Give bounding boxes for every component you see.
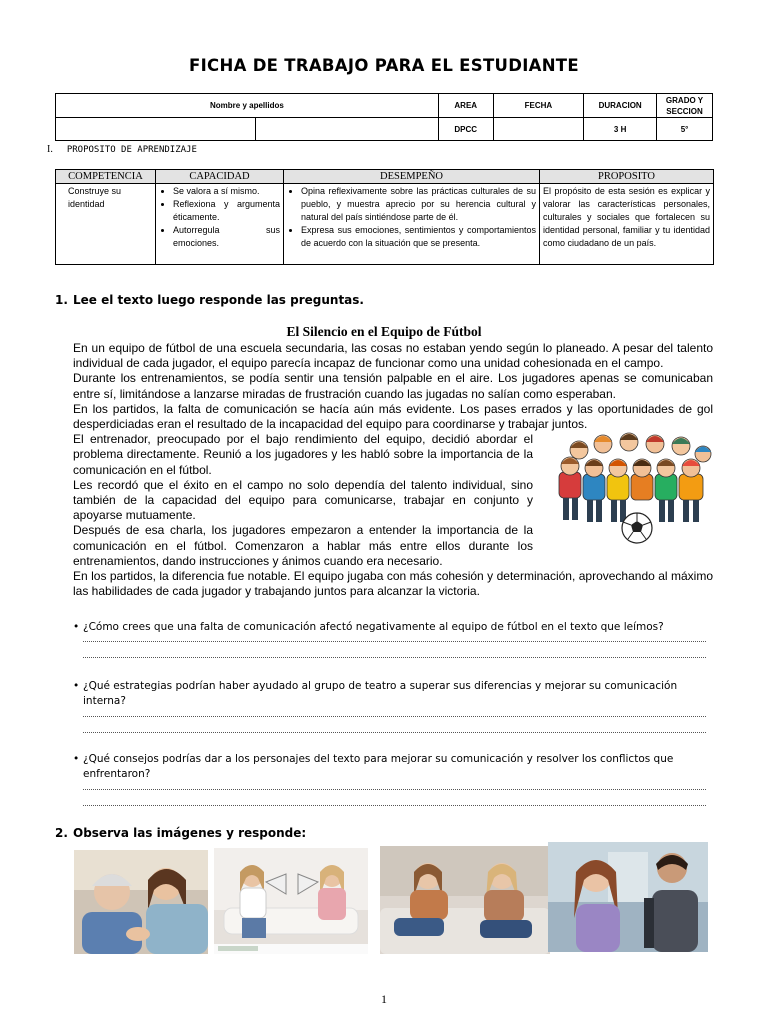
capacidad-item: • Se valora a sí mismo. <box>173 185 280 198</box>
photo-women-megaphone <box>214 848 368 954</box>
cell-proposito: El propósito de esta sesión es explicar y valorar las características personales, culturales y sociales que fortalecen su identidad personal, familiar y tu identidad como ciudadano de un país. <box>540 184 714 265</box>
answer-line[interactable] <box>83 805 706 806</box>
header-desempeno: DESEMPEÑO <box>284 170 540 184</box>
header-proposito: PROPOSITO <box>540 170 714 184</box>
photo-sad-women-couch <box>380 846 550 954</box>
capacidad-item: • Autorregula sus emociones. <box>173 224 280 250</box>
value-area: DPCC <box>438 118 493 141</box>
surname-input-cell[interactable] <box>255 118 438 141</box>
answer-line[interactable] <box>83 657 706 658</box>
header-capacidad: CAPACIDAD <box>156 170 284 184</box>
answer-line[interactable] <box>83 732 706 733</box>
header-duration: DURACION <box>584 94 657 118</box>
story-paragraph: En los partidos, la falta de comunicación se hacía aún más evidente. Los pases errados y las oportunidades de gol desperdiciadas eran el resultado de la incapacidad del equipo para coordinarse y trabajar juntos. <box>73 401 713 432</box>
story-paragraph: En los partidos, la diferencia fue notable. El equipo jugaba con más cohesión y determinación, aprovechando al máximo las habilidades de cada jugador y trabajando juntos para alcanzar la victoria. <box>73 569 713 599</box>
header-date: FECHA <box>493 94 584 118</box>
football-team-illustration <box>557 428 713 548</box>
answer-line[interactable] <box>83 789 706 790</box>
kid-figure-back-row <box>570 433 711 462</box>
value-grade: 5° <box>657 118 713 141</box>
activity2-heading: 2. Observa las imágenes y responde: <box>55 826 307 840</box>
header-grade: GRADO Y SECCION <box>657 94 713 118</box>
story-paragraph: Durante los entrenamientos, se podía sentir una tensión palpable en el aire. Los jugadores apenas se comunicaban entre sí, limitándose a lanzarse miradas de frustración cuando las jugadas no salían como esperaban. <box>73 371 713 401</box>
question-3: • ¿Qué consejos podrías dar a los personajes del texto para mejorar su comunicación y resolver los conflictos que enfrentaron? <box>73 753 674 780</box>
kid-figure-front-row <box>559 457 703 500</box>
story-paragraph: En un equipo de fútbol de una escuela secundaria, las cosas no estaban yendo según lo planeado. A pesar del talento individual de cada jugador, el equipo parecía incapaz de funcionar como una unidad cohesionada en el campo. <box>73 341 713 371</box>
header-name: Nombre y apellidos <box>56 94 439 118</box>
photo-elderly-caregiver <box>74 850 208 954</box>
story-paragraph: Les recordó que el éxito en el campo no solo dependía del talento individual, sino también de la capacidad del equipo para comunicarse, trabajar en conjunto y apoyarse mutuamente. <box>73 477 533 523</box>
activity1-heading: 1. Lee el texto luego responde las preguntas. <box>55 293 364 307</box>
answer-line[interactable] <box>83 716 706 717</box>
soccer-ball-icon <box>622 513 652 543</box>
question-2: • ¿Qué estrategias podrían haber ayudado al grupo de teatro a superar sus diferencias y mejorar su comunicación interna? <box>73 680 678 707</box>
answer-line[interactable] <box>83 641 706 642</box>
desempeno-item: • Expresa sus emociones, sentimientos y comportamientos de acuerdo con la situación que se presenta. <box>301 224 536 250</box>
story-paragraph: El entrenador, preocupado por el bajo rendimiento del equipo, decidió abordar el problema directamente. Reunió a los jugadores y les habló sobre la importancia de la comunicación en el fútbol. <box>73 432 533 477</box>
cell-competencia: Construye su identidad <box>56 184 156 265</box>
cell-desempeno <box>284 184 540 265</box>
story-paragraph: Después de esa charla, los jugadores empezaron a entender la importancia de la comunicación en el fútbol. Comenzaron a hablar más entre ellos durante los entrenamientos, dando instrucciones y ánimos cuando era necesario. <box>73 523 533 568</box>
desempeno-item: • Opina reflexivamente sobre las prácticas culturales de su pueblo, y muestra aprecio por su herencia cultural y natural del país sintiéndose parte de él. <box>301 185 536 224</box>
header-area: AREA <box>438 94 493 118</box>
value-duration: 3 H <box>584 118 657 141</box>
student-info-table <box>55 93 713 141</box>
capacidad-item: • Reflexiona y argumenta éticamente. <box>173 198 280 224</box>
photo-teens-talking <box>548 842 708 952</box>
page-number: 1 <box>381 992 387 1006</box>
name-input-cell[interactable] <box>56 118 256 141</box>
question-1: • ¿Cómo crees que una falta de comunicación afectó negativamente al equipo de fútbol en el texto que leímos? <box>73 621 664 633</box>
header-competencia: COMPETENCIA <box>56 170 156 184</box>
story-title: El Silencio en el Equipo de Fútbol <box>286 324 482 339</box>
date-input-cell[interactable] <box>493 118 584 141</box>
cell-capacidad <box>156 184 284 265</box>
purpose-table <box>55 169 714 265</box>
section-heading: I. PROPOSITO DE APRENDIZAJE <box>47 144 197 155</box>
page-title: FICHA DE TRABAJO PARA EL ESTUDIANTE <box>189 56 579 75</box>
